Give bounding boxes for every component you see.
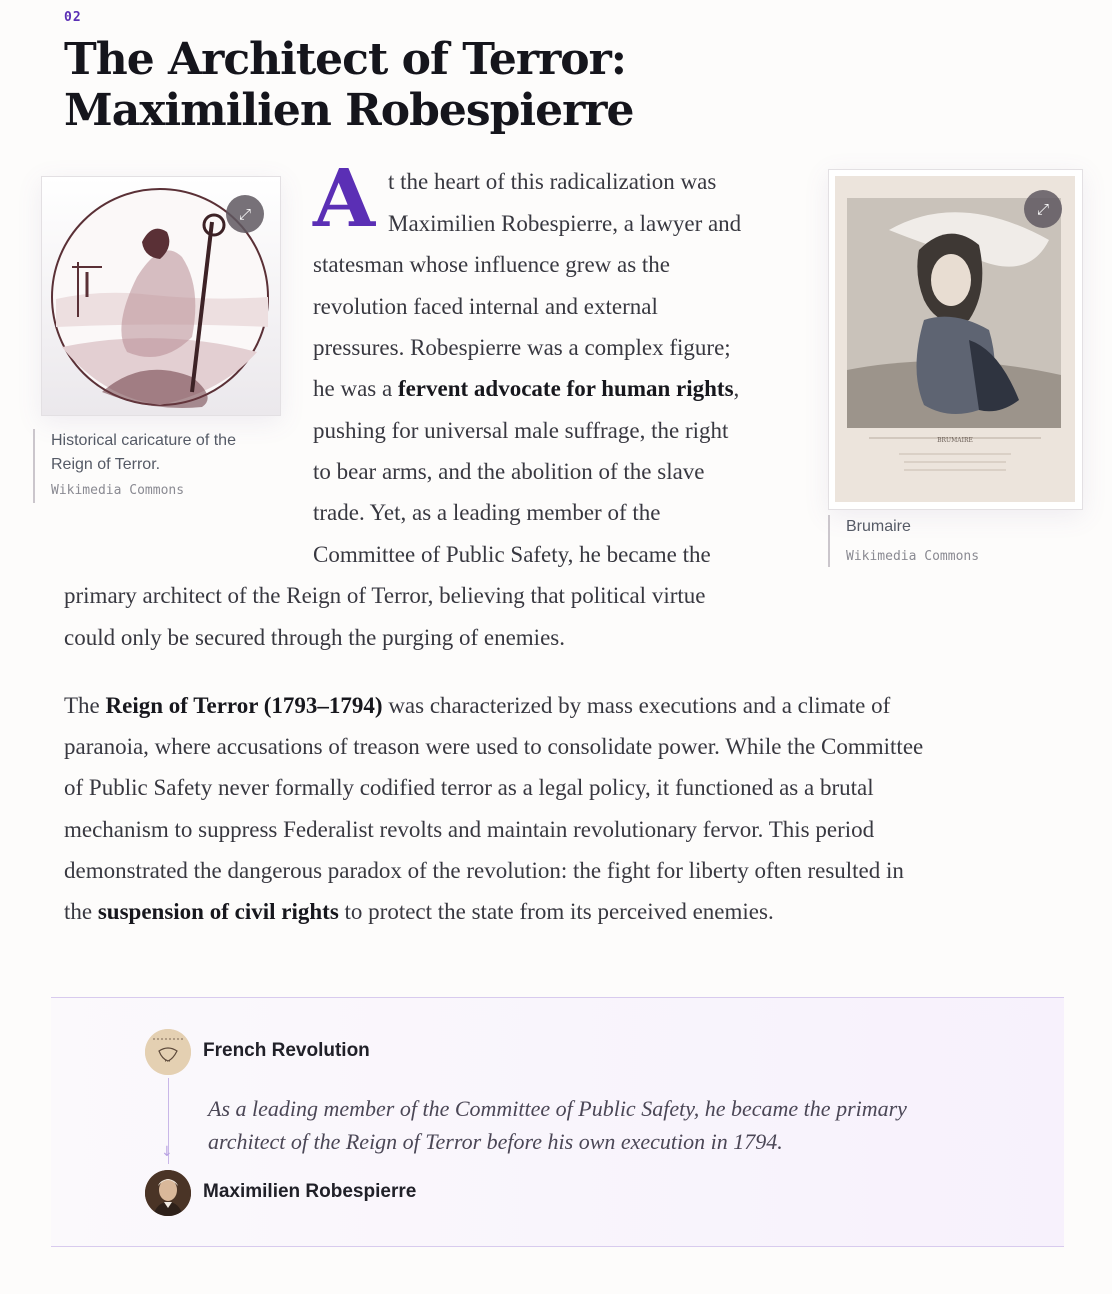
text-line: trade. Yet, as a leading member of the [313, 500, 661, 525]
relationship-quote [208, 1092, 968, 1158]
caption-title-line-2: Reign of Terror. [51, 456, 161, 473]
caption-title [51, 429, 281, 477]
text-line: primary architect of the Reign of Terror, believing that political virtue [64, 583, 706, 608]
emphasis-human-rights: fervent advocate for human rights [397, 376, 734, 401]
page-title [64, 34, 633, 136]
drop-cap: A [313, 151, 376, 245]
text-run: the [64, 899, 98, 924]
text-run: he was a [313, 376, 398, 401]
emphasis-reign-of-terror: Reign of Terror (1793–1794) [105, 693, 383, 718]
expand-icon[interactable]: ⤢ [226, 195, 264, 233]
arrow-down-icon: ↓ [161, 1144, 173, 1160]
text-run: , [733, 376, 740, 401]
text-line: of Public Safety never formally codified terror as a legal policy, it functioned as a brutal [64, 775, 874, 800]
text-line: to bear arms, and the abolition of the slave [313, 459, 705, 484]
text-run: to protect the state from its perceived enemies. [338, 899, 774, 924]
text-line: mechanism to suppress Federalist revolts and maintain revolutionary fervor. This period [64, 817, 875, 842]
text-line: revolution faced internal and external [313, 294, 658, 319]
robespierre-avatar[interactable] [145, 1170, 191, 1216]
caption-source[interactable]: Wikimedia Commons [846, 549, 980, 564]
text-run: The [64, 693, 106, 718]
quote-line-1: As a leading member of the Committee of Public Safety, he became the primary [208, 1096, 907, 1121]
text-line [64, 891, 774, 932]
text-line [313, 368, 739, 409]
caption-title-line-1: Historical caricature of the [51, 432, 236, 449]
text-line: paranoia, where accusations of treason were used to consolidate power. While the Committee [64, 734, 924, 759]
relationship-card [51, 997, 1064, 1247]
text-line: could only be secured through the purging of enemies. [64, 625, 565, 650]
text-line [64, 685, 890, 726]
text-line: t the heart of this radicalization was [388, 169, 717, 194]
title-line-1: The Architect of Terror: [64, 34, 627, 85]
figure-brumaire[interactable] [828, 169, 1083, 510]
text-line: pressures. Robespierre was a complex figure; [313, 335, 731, 360]
text-line: Maximilien Robespierre, a lawyer and [388, 211, 742, 236]
french-revolution-avatar[interactable] [145, 1029, 191, 1075]
entity-french-revolution[interactable]: French Revolution [203, 1040, 370, 1061]
entity-robespierre[interactable]: Maximilien Robespierre [203, 1181, 417, 1202]
caption-title: Brumaire [846, 518, 911, 535]
text-line: pushing for universal male suffrage, the right [313, 418, 729, 443]
expand-icon[interactable]: ⤢ [1024, 190, 1062, 228]
title-line-2: Maximilien Robespierre [64, 85, 634, 136]
svg-text:BRUMAIRE: BRUMAIRE [937, 437, 973, 444]
text-line: Committee of Public Safety, he became the [313, 542, 711, 567]
text-run: was characterized by mass executions and a climate of [382, 693, 891, 718]
caption-source[interactable]: Wikimedia Commons [51, 483, 185, 498]
text-line: demonstrated the dangerous paradox of the revolution: the fight for liberty often resulted in [64, 858, 904, 883]
figure-caption-left [33, 429, 281, 503]
emphasis-civil-rights: suspension of civil rights [97, 899, 339, 924]
figure-caricature[interactable] [41, 176, 281, 416]
revolution-thumbnail [145, 1029, 191, 1075]
text-line: statesman whose influence grew as the [313, 252, 671, 277]
section-number: 02 [64, 10, 82, 25]
robespierre-portrait [145, 1170, 191, 1216]
quote-line-2: architect of the Reign of Terror before his own execution in 1794. [208, 1129, 783, 1154]
figure-caption-right [828, 515, 1066, 567]
